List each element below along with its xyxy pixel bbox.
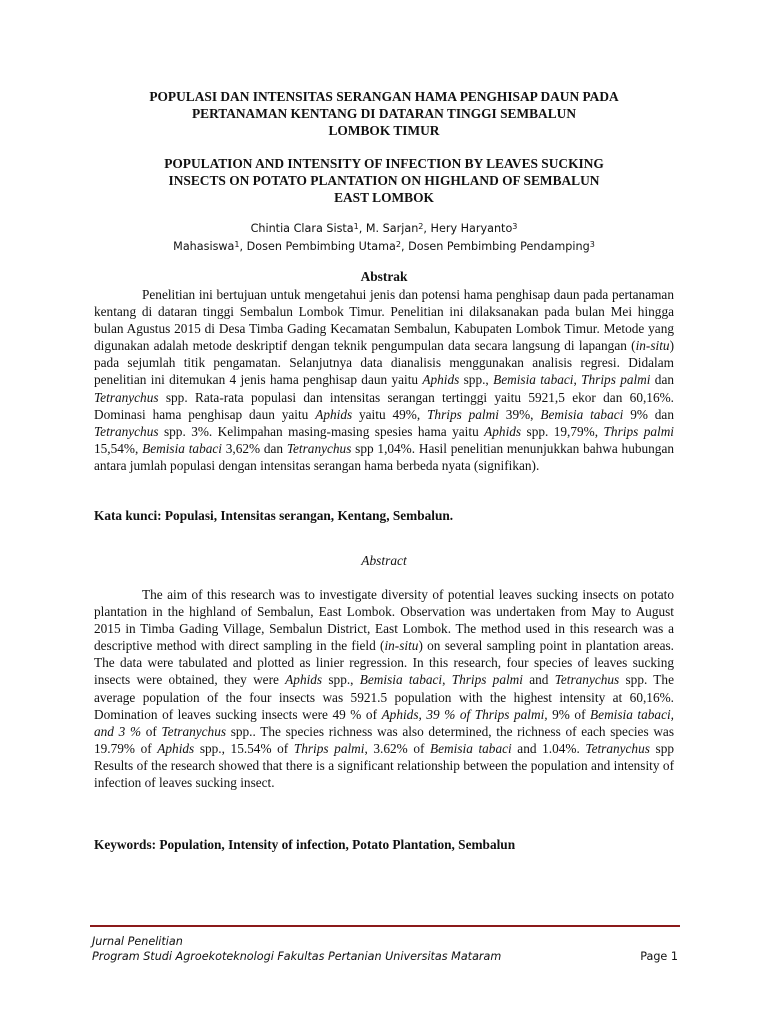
abs-id-italic: Bemisia tabaci [493,372,574,388]
abs-en-text: , 3.62% of [364,740,431,756]
abs-en-italic: Bemisia tabaci, and 3 % [94,706,674,739]
abs-id-text: spp. Rata-rata populasi dan intensitas serangan tertinggi yaitu 5921,5 ekor dan 60,16%. Dominasi hama penghisap daun yaitu [94,389,674,422]
abs-en-text: , [442,672,452,688]
footer-journal: Jurnal Penelitian [92,935,183,948]
title-en-line-3: EAST LOMBOK [334,190,434,205]
title-id-line-3: LOMBOK TIMUR [328,123,440,138]
title-en-line-1: POPULATION AND INTENSITY OF INFECTION BY LEAVES SUCKING [164,156,604,171]
author-2-sup: 2 [418,222,424,232]
abs-id-italic: Thrips palmi [581,372,651,388]
abs-id-text: Penelitian ini bertujuan untuk mengetahui jenis dan potensi hama penghisap daun pada pertanaman kentang di dataran tinggi Sembalun Lombok Timur. Penelitian ini dilaksanakan pada bulan Mei hingga bulan Agustus 2015 di Desa Timba Gading Kecamatan Sembalun, Kabupaten Lombok Timur. Metode yang digunakan adalah metode deskriptif dengan teknik pengumpulan data secara langsung di lapangan ( [94,287,674,354]
author-1-sup: 1 [353,222,359,232]
footer-institution: Program Studi Agroekoteknologi Fakultas Pertanian Universitas Mataram [92,950,502,963]
abs-id-italic: Aphids [484,423,522,439]
abs-en-text: of [141,723,162,739]
abs-id-text: spp., [459,372,494,388]
separator: , [239,240,247,253]
abs-en-italic: Thrips palmi [293,740,365,756]
abs-en-text: ) on several sampling point in plantation areas. The data were tabulated and plotted as linier regression. In this research, four species of leaves sucking insects were obtained, they were [94,638,674,688]
abs-id-italic: Thrips palmi [603,423,674,439]
abs-en-text: 9% of [547,706,591,722]
footer-rule [90,925,680,927]
abs-en-text: The aim of this research was to investigate diversity of potential leaves sucking insects on potato plantation in the highland of Sembalun, East Lombok. Observation was undertaken from May to August 2015 in Timba Gading Village, Sembalun District, East Lombok. The method used in this research was a descriptive method with direct sampling in the field ( [94,587,674,654]
abs-en-italic: Thrips palmi [451,672,523,688]
abs-id-text: dan [650,372,675,388]
abs-en-italic: Aphids [285,672,323,688]
page-footer [92,934,678,964]
abs-id-text: spp. 3%. Kelimpahan masing-masing spesies hama yaitu [158,423,485,439]
abs-en-text: spp.. The species richness was also determined, the richness of each species was 19.79% of [94,723,674,756]
abs-en-italic: Bemisia tabaci [430,740,512,756]
abs-en-italic: Tetranychus [161,723,227,739]
abs-id-italic: Tetranychus [94,423,159,439]
author-roles [90,238,678,256]
abs-en-italic: Aphids [157,740,195,756]
abs-id-italic: Thrips palmi [427,406,499,422]
abs-id-text: ) pada sejumlah titik pengamatan. Selanjutnya data dianalisis menggunakan analisis regresi. Didalam penelitian ini ditemukan 4 jenis hama penghisap daun yaitu [94,338,674,388]
abs-en-italic: Bemisia tabaci [359,672,443,688]
abs-id-text: yaitu 49%, [352,406,428,422]
title-id-line-2: PERTANAMAN KENTANG DI DATARAN TINGGI SEMBALUN [191,106,577,121]
keywords-indonesian: Kata kunci: Populasi, Intensitas serangan, Kentang, Sembalun. [94,508,454,523]
abs-en-italic: Tetranychus [554,672,620,688]
abstract-en-body [94,586,674,791]
abs-id-italic: Aphids [422,372,460,388]
role-1: Mahasiswa [173,240,235,253]
abs-id-italic: in-situ [635,338,670,354]
abs-id-italic: Bemisia tabaci [540,406,624,422]
title-id-line-1: POPULASI DAN INTENSITAS SERANGAN HAMA PENGHISAP DAUN PADA [149,89,619,104]
abs-en-text: spp Results of the research showed that there is a significant relationship between the population and intensity of infection of leaves sucking insect. [94,740,674,791]
author-3: Hery Haryanto [430,222,513,235]
abs-id-italic: Bemisia tabaci [142,440,222,456]
abs-id-text: spp. 19,79%, [521,423,604,439]
title-block [90,88,678,206]
author-3-sup: 3 [512,222,518,232]
role-2: Dosen Pembimbing Utama [246,240,396,253]
abs-id-italic: Tetranychus [286,440,352,456]
role-1-sup: 1 [234,240,240,250]
abs-en-italic: in-situ [384,638,419,654]
author-names [90,220,678,238]
title-indonesian [90,88,678,139]
author-1: Chintia Clara Sista [250,222,354,235]
footer-row [92,949,678,964]
separator: , [423,222,431,235]
abs-id-italic: Tetranychus [94,389,159,405]
abs-id-text: spp 1,04%. Hasil penelitian menunjukkan bahwa hubungan antara jumlah populasi dengan intensitas serangan hama berbeda nyata (signifikan). [94,440,674,473]
abs-id-italic: Aphids [315,406,353,422]
abs-id-text: 39%, [498,406,541,422]
abs-en-text: spp. The average population of the four insects was 5921.5 population with the highest intensity at 60,16%. Domination of leaves sucking insects were 49 % of [94,672,674,722]
abs-en-italic: Aphids, 39 % of Thrips palmi, [381,706,548,722]
author-block [90,220,678,256]
abs-en-text: and 1.04%. [511,740,586,756]
abs-en-text: spp., [322,672,360,688]
title-en-line-2: INSECTS ON POTATO PLANTATION ON HIGHLAND OF SEMBALUN [168,173,600,188]
abs-id-text: , [573,372,582,388]
abs-en-text: and [522,672,555,688]
separator: , [400,240,409,253]
abs-id-text: 15,54%, [94,440,143,456]
abstract-id-heading: Abstrak [360,269,408,284]
author-2: M. Sarjan [365,222,419,235]
abstract-id-body [94,286,674,474]
abstract-en-heading: Abstract [361,553,407,568]
role-2-sup: 2 [395,240,401,250]
role-3-sup: 3 [589,240,595,250]
abs-en-text: spp., 15.54% of [194,740,294,756]
keywords-english: Keywords: Population, Intensity of infection, Potato Plantation, Sembalun [94,837,516,852]
role-3: Dosen Pembimbing Pendamping [408,240,590,253]
page-number: Page 1 [640,950,678,963]
title-english [90,155,678,206]
abs-id-text: 3,62% dan [221,440,287,456]
separator: , [358,222,366,235]
abs-id-text: 9% dan [623,406,674,422]
abs-en-italic: Tetranychus [585,740,650,756]
